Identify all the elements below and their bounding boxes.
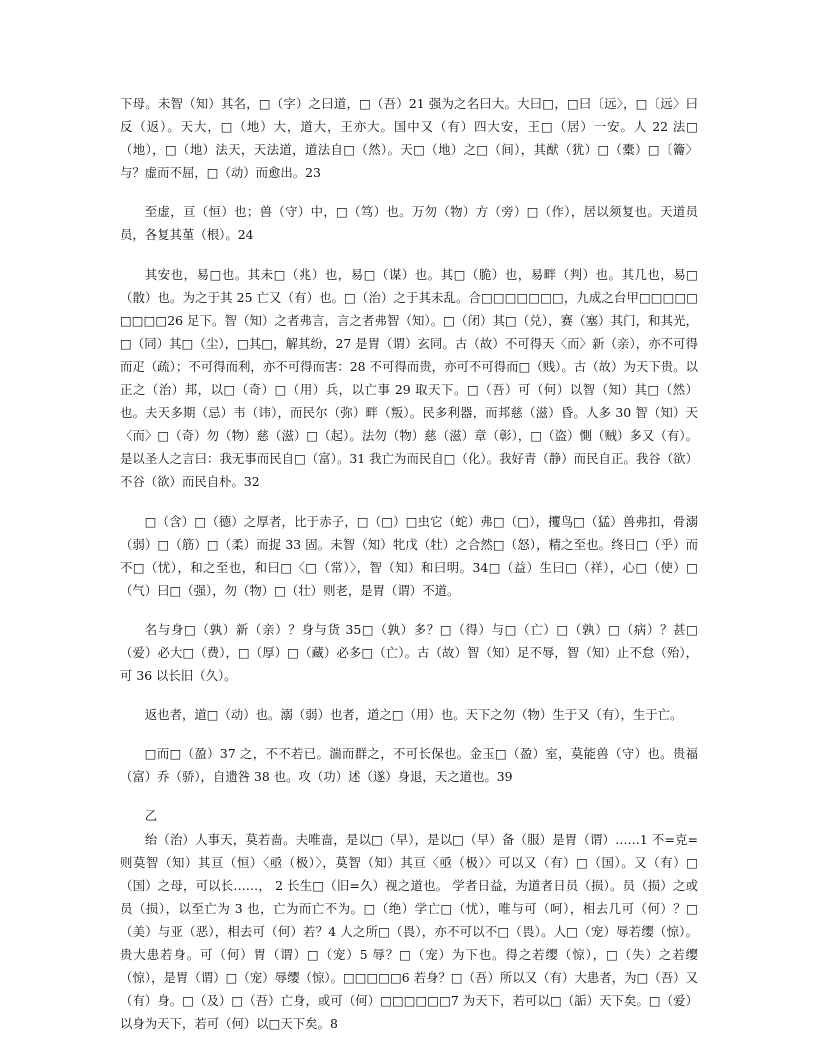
paragraph-1: 下母。未智（知）其名，□（字）之曰道，□（吾）21 强为之名曰大。大曰□，□曰〔远〉，□〔远〉曰反（返）。天大，□（地）大，道大，王亦大。国中又（有）四大安，王□（居）一安。人 22 法□（地），□（地）法天，天法道，道法自□（然）。天□（地）之□（间），其猷（犹）□（橐）□〔籥〉与？虚而不屈，□（动）而愈出。23 [120,96,698,181]
paragraph-5: 名与身□（孰）新（亲）？身与货 35□（孰）多？□（得）与□（亡）□（孰）□（病）？甚□（爱）必大□（费），□（厚）□（藏）必多□（亡）。古（故）智（知）足不辱，智（知）止不怠（殆），可 36 以长旧（久）。 [120,621,698,684]
document-page [120,92,698,1051]
paragraph-6: 返也者，道□（动）也。溺（弱）也者，道之□（用）也。天下之勿（物）生于又（有），生于亡。 [144,707,683,723]
paragraph-3: 其安也，易□也。其未□（兆）也，易□（谋）也。其□（脆）也，易畔（判）也。其几也，易□（散）也。为之于其 25 亡又（有）也。□（治）之于其未乱。合□□□□□□□，九成之台甲□□□□□□□□□26 足下。智（知）之者弗言，言之者弗智（知）。□（闭）其□（兑），赛（塞）其门，和其光，□（同）其□（尘），□其□，解其纷，27 是胃（谓）玄同。古（故）不可得天〈而〉新（亲），亦不可得而疋（疏）；不可得而利，亦不可得而害：28 不可得而贵，亦可不可得而□（贱）。古（故）为天下贵。以正之（治）邦，以□（奇）□（用）兵，以亡事 29 取天下。□（吾）可（何）以智（知）其□（然）也。夫天多期（忌）韦（讳），而民尔（弥）畔（叛）。民多利器，而邦慈（滋）昏。人多 30 智（知）天〈而〉□（奇）勿（物）慈（滋）□（起）。法勿（物）慈（滋）章（彰），□（盗）惻（贼）多又（有）。是以圣人之言曰：我无事而民自□（富）。31 我亡为而民自□（化）。我好青（静）而民自正。我谷（欲）不谷（欲）而民自朴。32 [120,266,698,490]
paragraph-7: □而□（盈）37 之，不不若已。湍而群之，不可长保也。金玉□（盈）室，莫能兽（守）也。贵福（富）乔（骄），自遗咎 38 也。攻（功）述（遂）身退，天之道也。39 [120,746,698,785]
section-body: 绐（治）人事天，莫若啬。夫唯啬，是以□（早），是以□（早）备（服）是胃（谓）……1 不=克=则莫智（知）其亘（恒）〈亟（极）〉，莫智（知）其亘〈亟（极）〉可以又（有）□（国）。又（有）□（国）之母，可以长……， 2 长生□（旧=久）视之道也。 学者日益，为道者日员（损）。员（损）之或员（损），以至亡为 3 也，亡为而亡不为。□（绝）学亡□（忧），唯与可（呵），相去几可（何）？□（美）与亚（恶），相去可（何）若？4 人之所□（畏），亦不可以不□（畏）。人□（宠）辱若缨（惊）。贵大患若身。可（何）胃（谓）□（宠）5 辱？□（宠）为下也。得之若缨（惊），□（失）之若缨（惊），是胃（谓）□（宠）辱缨（惊）。□□□□□6 若身？□（吾）所以又（有）大患者，为□（吾）又（有）身。□（及）□（吾）亡身，或可（何）□□□□□□7 为天下，若可以□（詬）天下矣。□（爱）以身为天下，若可（何）以□天下矣。8 [120,831,698,1032]
section-heading: 乙 [144,808,158,824]
paragraph-2: 至虚，亘（恒）也；兽（守）中，□（笃）也。万勿（物）方（旁）□（作），居以须复也。天道员员，各复其堇（根）。24 [120,204,698,243]
paragraph-4: □（含）□（德）之厚者，比于赤子，□（□）□虫它（蛇）弗□（□），攫鸟□（猛）兽弗扣，骨溺（弱）□（筋）□（柔）而捉 33 固。未智（知）牝戊（牡）之合然□（怒），精之至也。终日□（乎）而不□（忧），和之至也，和曰□〈□（常）〉，智（知）和曰明。34□（益）生曰□（祥），心□（使）□（气）曰□（强），勿（物）□（壮）则老，是胃（谓）不道。 [120,513,698,598]
